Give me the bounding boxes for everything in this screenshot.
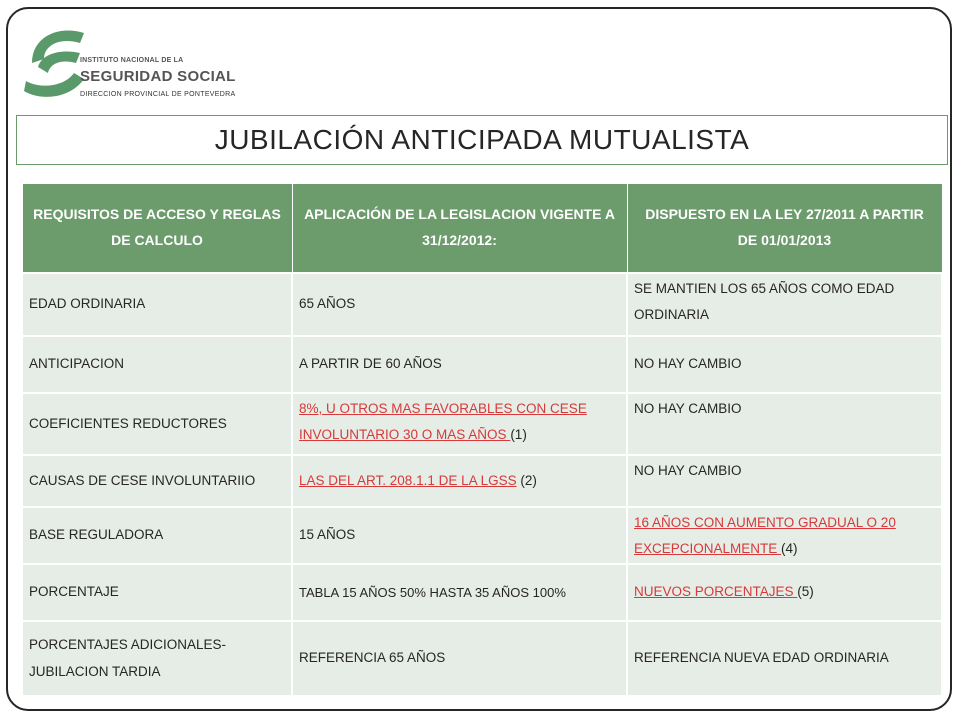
slide-frame: [6, 7, 952, 711]
note-ref: (2): [516, 472, 537, 488]
table-row: [22, 455, 942, 507]
cell-ley: REFERENCIA NUEVA EDAD ORDINARIA: [627, 621, 942, 696]
note-ref: (1): [510, 427, 527, 443]
cell-requisito: COEFICIENTES REDUCTORES: [22, 393, 292, 455]
page-title: JUBILACIÓN ANTICIPADA MUTUALISTA: [214, 124, 750, 155]
table-row: [22, 393, 942, 455]
cell-ley: NO HAY CAMBIO: [627, 455, 942, 507]
cell-ley: [627, 564, 942, 621]
cell-vigente: [292, 393, 627, 455]
cell-ley: SE MANTIEN LOS 65 AÑOS COMO EDAD ORDINARIA: [627, 273, 942, 336]
table-row: [22, 621, 942, 696]
column-header-requisitos: REQUISITOS DE ACCESO Y REGLAS DE CALCULO: [22, 184, 292, 274]
logo-text-line2: SEGURIDAD SOCIAL: [80, 68, 236, 85]
cell-requisito: PORCENTAJES ADICIONALES- JUBILACION TARDIA: [22, 621, 292, 696]
note-ref: (5): [797, 584, 814, 600]
requirements-table: [21, 183, 943, 697]
title-bar: [16, 115, 948, 165]
cell-ley: [627, 507, 942, 564]
cell-vigente: REFERENCIA 65 AÑOS: [292, 621, 627, 696]
cell-requisito: ANTICIPACION: [22, 336, 292, 393]
column-header-vigente: APLICACIÓN DE LA LEGISLACION VIGENTE A 31/12/2012:: [292, 184, 627, 274]
note-ref: (4): [781, 541, 798, 557]
cell-requisito: PORCENTAJE: [22, 564, 292, 621]
logo-text-line1: INSTITUTO NACIONAL DE LA: [80, 57, 184, 64]
link-causas-cese[interactable]: LAS DEL ART. 208.1.1 DE LA LGSS: [299, 472, 517, 488]
cell-ley: NO HAY CAMBIO: [627, 393, 942, 455]
table-row: [22, 273, 942, 336]
cell-vigente: [292, 455, 627, 507]
logo-text-line3: DIRECCION PROVINCIAL DE PONTEVEDRA: [80, 91, 236, 98]
cell-requisito: BASE REGULADORA: [22, 507, 292, 564]
cell-requisito: CAUSAS DE CESE INVOLUNTARIIO: [22, 455, 292, 507]
cell-vigente: A PARTIR DE 60 AÑOS: [292, 336, 627, 393]
link-nuevos-porcentajes[interactable]: NUEVOS PORCENTAJES: [634, 584, 798, 600]
column-header-ley: DISPUESTO EN LA LEY 27/2011 A PARTIR DE 01/01/2013: [627, 184, 942, 274]
table-header-row: [22, 184, 942, 274]
cell-ley: NO HAY CAMBIO: [627, 336, 942, 393]
table-row: [22, 507, 942, 564]
cell-vigente: 65 AÑOS: [292, 273, 627, 336]
table-row: [22, 564, 942, 621]
cell-requisito: EDAD ORDINARIA: [22, 273, 292, 336]
cell-vigente: 15 AÑOS: [292, 507, 627, 564]
cell-vigente: TABLA 15 AÑOS 50% HASTA 35 AÑOS 100%: [292, 564, 627, 621]
link-coeficientes[interactable]: 8%, U OTROS MAS FAVORABLES CON CESE INVOLUNTARIO 30 O MAS AÑOS: [299, 401, 587, 443]
link-base-reguladora[interactable]: 16 AÑOS CON AUMENTO GRADUAL O 20 EXCEPCIONALMENTE: [634, 515, 896, 557]
table-row: [22, 336, 942, 393]
